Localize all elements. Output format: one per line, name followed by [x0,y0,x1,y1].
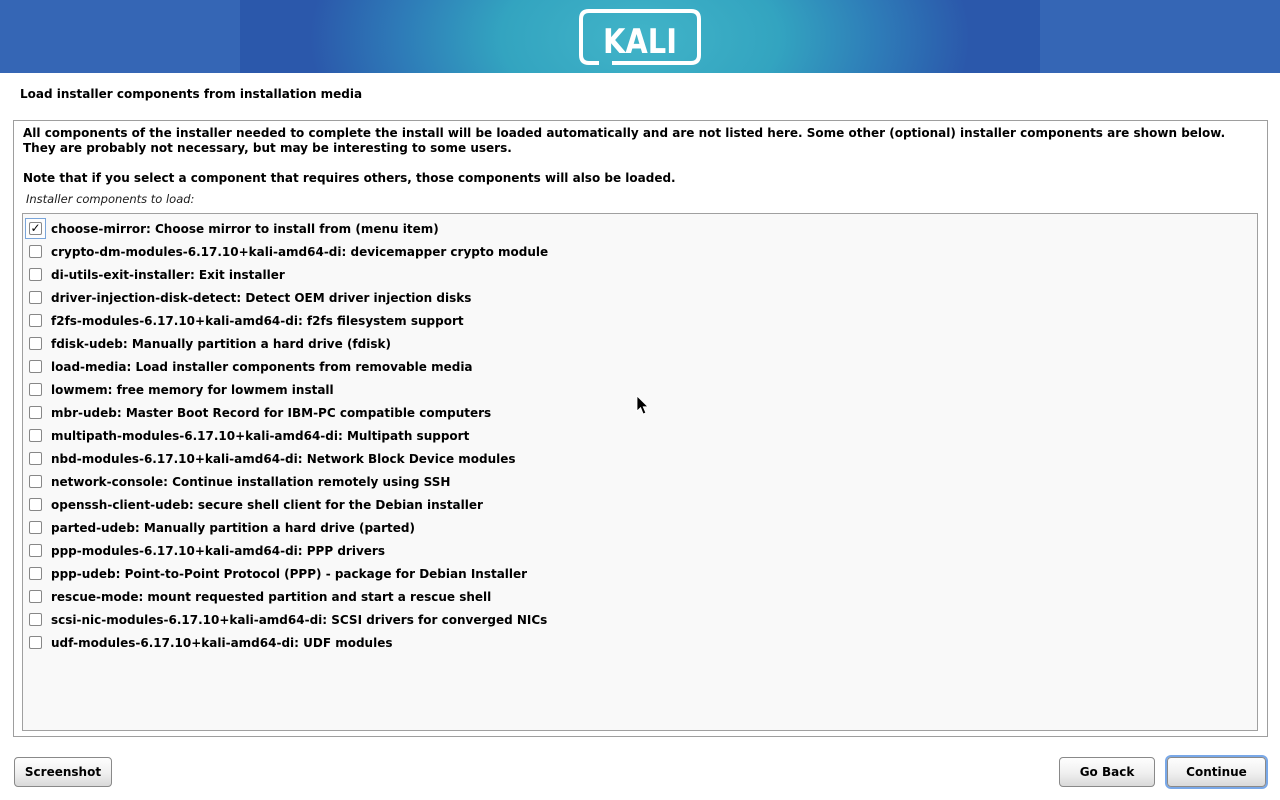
checkbox-focus-ring [25,241,46,262]
component-label: crypto-dm-modules-6.17.10+kali-amd64-di: devicemapper crypto module [51,244,549,259]
continue-button[interactable]: Continue [1167,757,1266,787]
component-label: multipath-modules-6.17.10+kali-amd64-di: Multipath support [51,428,470,443]
component-checkbox[interactable] [29,406,42,419]
page-title: Load installer components from installation media [20,87,363,101]
component-label: fdisk-udeb: Manually partition a hard drive (fdisk) [51,336,391,351]
go-back-button[interactable]: Go Back [1059,757,1155,787]
list-item[interactable] [23,493,1257,516]
checkbox-focus-ring [25,379,46,400]
component-label: mbr-udeb: Master Boot Record for IBM-PC compatible computers [51,405,492,420]
list-item[interactable] [23,631,1257,654]
list-item[interactable] [23,332,1257,355]
list-item[interactable] [23,240,1257,263]
component-label: load-media: Load installer components from removable media [51,359,473,374]
component-checkbox[interactable] [29,383,42,396]
list-item[interactable] [23,355,1257,378]
checkbox-focus-ring [25,448,46,469]
checkbox-focus-ring [25,264,46,285]
list-item[interactable] [23,562,1257,585]
component-checkbox[interactable] [29,636,42,649]
checkbox-focus-ring [25,218,46,239]
list-item[interactable] [23,539,1257,562]
list-item[interactable] [23,217,1257,240]
list-item[interactable] [23,286,1257,309]
checkbox-focus-ring [25,540,46,561]
component-label: f2fs-modules-6.17.10+kali-amd64-di: f2fs filesystem support [51,313,464,328]
checkbox-focus-ring [25,586,46,607]
component-label: rescue-mode: mount requested partition and start a rescue shell [51,589,492,604]
component-label: lowmem: free memory for lowmem install [51,382,334,397]
checkbox-focus-ring [25,333,46,354]
component-label: ppp-modules-6.17.10+kali-amd64-di: PPP drivers [51,543,385,558]
installer-banner [0,0,1280,73]
component-checkbox[interactable] [29,521,42,534]
component-checkbox[interactable] [29,429,42,442]
component-label: choose-mirror: Choose mirror to install from (menu item) [51,221,439,236]
list-item[interactable] [23,470,1257,493]
content-panel [13,120,1268,737]
component-label: scsi-nic-modules-6.17.10+kali-amd64-di: SCSI drivers for converged NICs [51,612,548,627]
component-checkbox[interactable] [29,544,42,557]
list-item[interactable] [23,309,1257,332]
list-item[interactable] [23,608,1257,631]
component-checkbox[interactable] [29,291,42,304]
checkbox-focus-ring [25,609,46,630]
component-label: openssh-client-udeb: secure shell client for the Debian installer [51,497,483,512]
list-item[interactable] [23,424,1257,447]
checkbox-focus-ring [25,517,46,538]
list-item[interactable] [23,585,1257,608]
checkbox-focus-ring [25,310,46,331]
list-item[interactable] [23,263,1257,286]
component-checkbox[interactable] [29,337,42,350]
checkbox-focus-ring [25,356,46,377]
intro-text: All components of the installer needed to complete the install will be loaded automatically and are not listed here. Some other (optional) installer components are shown below. They are probably not necessary, but may be interesting to some users. [23,126,1226,155]
component-label: ppp-udeb: Point-to-Point Protocol (PPP) - package for Debian Installer [51,566,528,581]
list-item[interactable] [23,516,1257,539]
checkbox-focus-ring [25,494,46,515]
list-item[interactable] [23,401,1257,424]
checkbox-focus-ring [25,471,46,492]
component-checkbox[interactable]: ✓ [30,221,41,235]
kali-logo [579,9,701,65]
component-checkbox[interactable] [29,498,42,511]
component-checkbox[interactable] [29,613,42,626]
kali-logo-text: KALI [603,22,677,62]
checkbox-focus-ring [25,287,46,308]
screenshot-button[interactable]: Screenshot [14,757,112,787]
checkbox-focus-ring [25,425,46,446]
component-list [22,213,1258,731]
component-label: nbd-modules-6.17.10+kali-amd64-di: Network Block Device modules [51,451,516,466]
components-list-label: Installer components to load: [26,192,195,206]
checkbox-focus-ring [25,563,46,584]
component-label: di-utils-exit-installer: Exit installer [51,267,285,282]
component-checkbox[interactable] [29,590,42,603]
component-checkbox[interactable] [29,475,42,488]
component-checkbox[interactable] [29,360,42,373]
checkbox-focus-ring [25,402,46,423]
component-label: parted-udeb: Manually partition a hard drive (parted) [51,520,416,535]
component-checkbox[interactable] [29,268,42,281]
note-text: Note that if you select a component that requires others, those components will also be loaded. [23,171,676,185]
component-checkbox[interactable] [29,314,42,327]
component-label: driver-injection-disk-detect: Detect OEM driver injection disks [51,290,472,305]
component-checkbox[interactable] [29,567,42,580]
component-label: udf-modules-6.17.10+kali-amd64-di: UDF modules [51,635,393,650]
component-checkbox[interactable] [29,245,42,258]
list-item[interactable] [23,378,1257,401]
checkbox-focus-ring [25,632,46,653]
component-label: network-console: Continue installation remotely using SSH [51,474,451,489]
component-checkbox[interactable] [29,452,42,465]
list-item[interactable] [23,447,1257,470]
